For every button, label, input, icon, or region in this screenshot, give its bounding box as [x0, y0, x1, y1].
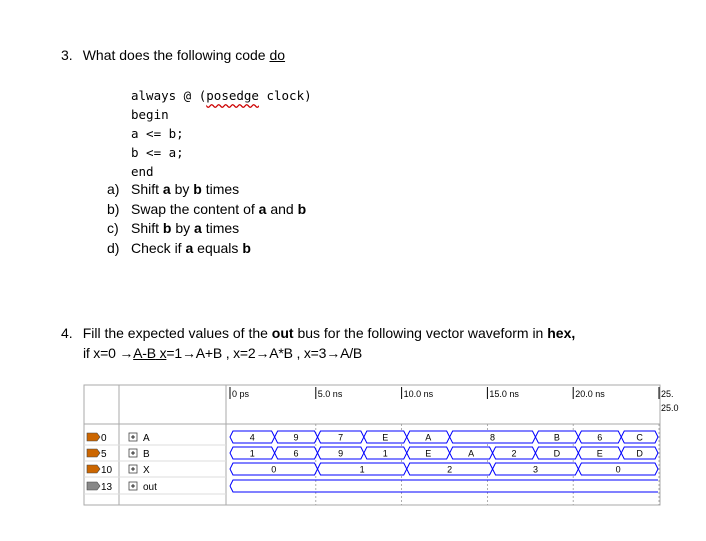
q3-option-text: and — [266, 200, 298, 217]
q3-text-underlined: do — [269, 47, 286, 63]
bus-value: 9 — [293, 432, 299, 443]
q4-line2-d: =1 — [166, 345, 182, 361]
bus-value: 8 — [490, 432, 496, 443]
arrow-icon: → — [326, 345, 341, 361]
bus-value: 0 — [271, 464, 277, 475]
q3-option-text: b — [162, 220, 172, 237]
q4-text-a: Fill the expected values of the — [82, 325, 272, 341]
time-label: 0 ps — [232, 389, 250, 399]
q4-line2-e: A+B , x=2 — [195, 345, 256, 361]
bus-value: 9 — [338, 448, 344, 459]
q3-option-text: times — [201, 181, 240, 197]
input-pin-icon — [87, 433, 100, 441]
time-label: 10.0 ns — [403, 389, 434, 399]
q3-text: What does the following code — [82, 47, 270, 63]
signal-name: X — [143, 465, 150, 476]
q3-option-text: b — [193, 181, 202, 197]
q3-option-text: by — [171, 220, 195, 237]
q3-option-text: Shift — [131, 220, 163, 237]
bus-value: 7 — [338, 432, 344, 443]
bus-value: 4 — [249, 432, 255, 443]
bus-value: 2 — [447, 464, 453, 475]
q3-option-label: a) — [107, 181, 120, 197]
signal-name: out — [143, 482, 157, 493]
code-posedge: posedge — [206, 88, 259, 103]
input-pin-icon — [87, 449, 100, 457]
q3-option-text: a — [185, 240, 194, 257]
q3-number: 3. — [61, 47, 73, 63]
q4-line2-g: A/B — [340, 345, 363, 361]
output-pin-icon — [87, 482, 100, 490]
q4-line2-c: x — [155, 345, 167, 361]
signal-name: B — [143, 449, 150, 460]
bus-value: D — [636, 448, 643, 459]
bus-value: B — [553, 432, 560, 443]
q3-option-label: d) — [107, 240, 120, 257]
q3-option-text: a — [258, 200, 267, 217]
bus-value: 2 — [511, 448, 517, 459]
q4-text-bold2: hex, — [547, 325, 576, 341]
bus-value: 1 — [382, 448, 388, 459]
input-pin-icon — [87, 465, 100, 473]
code-line-4: b <= a; — [131, 145, 184, 160]
row-index: 10 — [101, 465, 113, 476]
time-sublabel: 25.0 — [661, 403, 679, 413]
q4-text-bold: out — [271, 325, 294, 341]
q3-option-text: a — [162, 181, 171, 197]
bus-value: 1 — [249, 448, 255, 459]
bus-value: E — [382, 432, 389, 443]
q4-line2-a: if x=0 — [83, 345, 120, 361]
q3-option-text: equals — [193, 240, 243, 257]
q4-line2-f: A*B , x=3 — [269, 345, 327, 361]
arrow-icon: → — [255, 345, 270, 361]
q3-option-text: Swap the content of — [131, 200, 259, 217]
row-index: 0 — [101, 433, 107, 444]
row-index: 5 — [101, 449, 107, 460]
q3-option-text: b — [297, 200, 307, 217]
time-label: 20.0 ns — [575, 389, 605, 399]
bus-value: 6 — [597, 432, 603, 443]
code-line-1: always @ (posedge clock) — [131, 88, 312, 103]
q3-option-label: c) — [107, 220, 119, 237]
q3-option-label: b) — [107, 200, 120, 217]
bus-value: D — [553, 448, 561, 459]
q4-line2-b: A-B — [133, 345, 156, 361]
q3-option-text: Shift — [131, 181, 163, 197]
time-label: 15.0 ns — [489, 389, 519, 399]
q3-option-text: by — [170, 181, 194, 197]
bus-value: 6 — [293, 448, 299, 459]
q3-option-text: Check if — [131, 240, 186, 257]
bus-value: C — [636, 432, 643, 443]
bus-value: E — [596, 448, 603, 459]
time-label: 25. — [661, 389, 674, 399]
q4-number: 4. — [61, 325, 73, 341]
bus-value: 3 — [532, 464, 538, 475]
q3-option-text: times — [201, 220, 240, 237]
q3-option-text: a — [194, 220, 202, 237]
q4-text-b: bus for the following vector waveform in — [293, 325, 548, 341]
arrow-icon: → — [119, 345, 134, 361]
code-line-5: end — [131, 164, 154, 179]
bus-value: 0 — [615, 464, 621, 475]
code-line-2: begin — [131, 107, 169, 122]
signal-name: A — [143, 433, 150, 444]
bus-value: A — [425, 432, 432, 443]
q3-option-text: b — [242, 240, 251, 257]
bus-value: E — [425, 448, 432, 459]
row-index: 13 — [101, 482, 113, 493]
bus-value: A — [468, 448, 475, 459]
code-line-3: a <= b; — [131, 126, 184, 141]
arrow-icon: → — [181, 345, 196, 361]
bus-value: 1 — [359, 464, 365, 475]
time-label: 5.0 ns — [317, 389, 343, 399]
